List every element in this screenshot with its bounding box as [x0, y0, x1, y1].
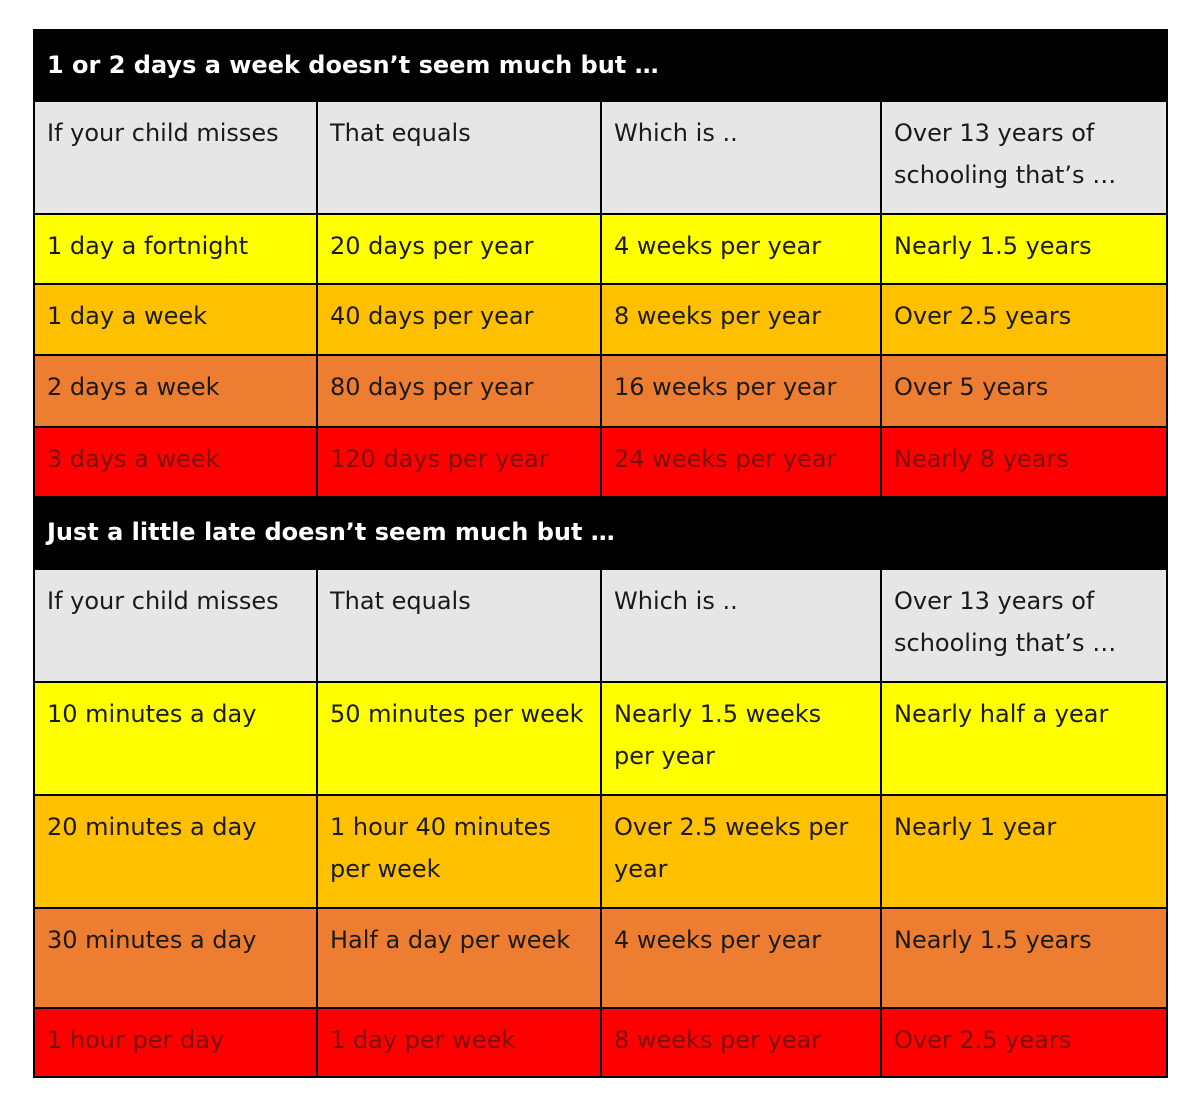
table-cell: Over 2.5 weeks per year [602, 796, 882, 907]
table-cell: 50 minutes per week [318, 683, 602, 794]
table-cell: 1 day a week [35, 285, 318, 354]
table-cell: Nearly half a year [894, 700, 1109, 728]
header-cell-equals: That equals [318, 102, 602, 213]
table-row [35, 426, 1166, 496]
section-title: 1 or 2 days a week doesn’t seem much but … [35, 29, 1166, 100]
table-cell: 30 minutes a day [35, 909, 318, 1007]
table-row [35, 283, 1166, 354]
table-cell: 4 weeks per year [602, 215, 882, 283]
table-cell: Nearly 1 year [894, 813, 1057, 841]
attendance-table [33, 29, 1168, 1078]
table-cell: 120 days per year [318, 428, 602, 496]
table-cell: 4 weeks per year [602, 909, 882, 1007]
table-cell: Nearly 8 years [894, 445, 1069, 473]
table-cell: 16 weeks per year [602, 356, 882, 426]
table-cell: Nearly 1.5 years [894, 926, 1092, 954]
header-cell-over-13-years: Over 13 years of schooling that’s … [894, 587, 1117, 657]
table-row [35, 1007, 1166, 1076]
table-cell: Half a day per week [318, 909, 602, 1007]
table-cell: 24 weeks per year [602, 428, 882, 496]
table-cell: 8 weeks per year [602, 285, 882, 354]
table-cell: 1 day a fortnight [35, 215, 318, 283]
table-cell: 2 days a week [35, 356, 318, 426]
table-row [35, 213, 1166, 283]
table-cell: Nearly 1.5 weeks per year [602, 683, 882, 794]
table-cell: Over 2.5 years [894, 1026, 1072, 1054]
table-cell: Over 2.5 years [894, 302, 1072, 330]
header-cell-which-is: Which is .. [602, 570, 882, 681]
table-cell: 40 days per year [318, 285, 602, 354]
table-header-row [35, 568, 1166, 681]
table-header-row [35, 100, 1166, 213]
table-row [35, 354, 1166, 426]
table-cell: Over 5 years [894, 373, 1049, 401]
table-row [35, 681, 1166, 794]
table-row [35, 794, 1166, 907]
header-cell-which-is: Which is .. [602, 102, 882, 213]
table-cell: 1 day per week [318, 1009, 602, 1076]
table-cell: Nearly 1.5 years [894, 232, 1092, 260]
header-cell-misses: If your child misses [35, 570, 318, 681]
header-cell-misses: If your child misses [35, 102, 318, 213]
header-cell-over-13-years: Over 13 years of schooling that’s … [894, 119, 1117, 189]
table-cell: 3 days a week [35, 428, 318, 496]
section-title: Just a little late doesn’t seem much but … [35, 496, 1166, 568]
table-row [35, 907, 1166, 1007]
table-cell: 8 weeks per year [602, 1009, 882, 1076]
table-cell: 10 minutes a day [35, 683, 318, 794]
table-cell: 1 hour 40 minutes per week [318, 796, 602, 907]
table-cell: 20 minutes a day [35, 796, 318, 907]
header-cell-equals: That equals [318, 570, 602, 681]
table-cell: 20 days per year [318, 215, 602, 283]
table-cell: 1 hour per day [35, 1009, 318, 1076]
table-cell: 80 days per year [318, 356, 602, 426]
